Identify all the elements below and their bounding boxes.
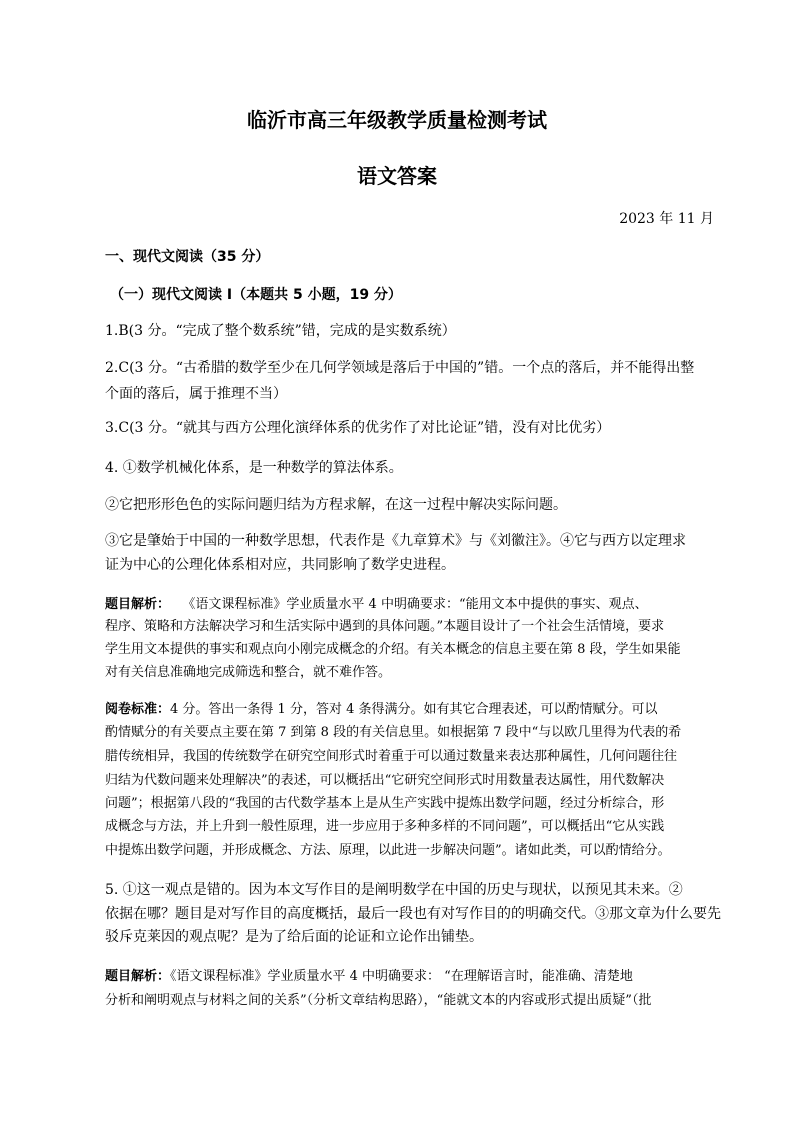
grading-line4: 归结为代数问题来处理解决”的表述，可以概括出“它研究空间形式时用数量表达属性，用代数解决 [105, 773, 665, 788]
answer-q4-line2: ②它把形形色色的实际问题归结为方程求解，在这一过程中解决实际问题。 [105, 497, 567, 513]
grading-line5: 问题”；根据第八段的“我国的古代数学基本上是从生产实践中提炼出数学问题，经过分析综合，形 [105, 796, 665, 811]
answer-q4-line4: 证为中心的公理化体系相对应，共同影响了数学史进程。 [105, 557, 455, 573]
answer-q2-line1: 2.C(3 分。“古希腊的数学至少在几何学领域是落后于中国的”错。一个点的落后，并不能得出整 [105, 360, 695, 376]
analysis-1-line3: 学生用文本提供的事实和观点向小刚完成概念的介绍。有关本概念的信息主要在第 8 段，学生如果能 [105, 642, 681, 657]
analysis-1-line2: 程序、策略和方法解决学习和生活实际中遇到的具体问题。”本题目设计了一个社会生活情境，要求 [105, 619, 665, 634]
answer-q4-line1: 4. ①数学机械化体系，是一种数学的算法体系。 [105, 460, 403, 476]
page-title: 临沂市高三年级教学质量检测考试 [247, 108, 547, 132]
answer-q3: 3.C(3 分。“就其与西方公理化演绎体系的优劣作了对比论证”错，没有对比优劣） [105, 420, 611, 436]
grading-label: 阅卷标准： [105, 702, 171, 717]
grading-text: 4 分。答出一条得 1 分，答对 4 条得满分。如有其它合理表述，可以酌情赋分。可以 [170, 702, 658, 717]
answer-q2-line2: 个面的落后，属于推理不当） [105, 386, 287, 402]
page-subtitle: 语文答案 [357, 164, 437, 188]
grading-line2: 酌情赋分的有关要点主要在第 7 到第 8 段的有关信息里。如根据第 7 段中“与以欧几里得为代表的希 [105, 725, 682, 740]
section-heading: 一、现代文阅读（35 分） [105, 249, 270, 265]
analysis-1-line4: 对有关信息准确地完成筛选和整合，就不难作答。 [105, 665, 392, 680]
analysis-1-text: 《语文课程标准》学业质量水平 4 中明确要求：“能用文本中提供的事实、观点、 [182, 597, 648, 612]
answer-q1: 1.B(3 分。“完成了整个数系统”错，完成的是实数系统） [105, 323, 456, 339]
answer-q5-line1: 5. ①这一观点是错的。因为本文写作目的是阐明数学在中国的历史与现状，以预见其未来。② [105, 882, 683, 898]
answer-q5-line3: 驳斥克莱因的观点呢？是为了给后面的论证和立论作出铺垫。 [105, 929, 483, 945]
analysis-1-label: 题目解析： [105, 597, 171, 612]
grading-line3: 腊传统相异，我国的传统数学在研究空间形式时着重于可以通过数量来表达那种属性，几何问题往往 [105, 749, 678, 764]
answer-q4-line3: ③它是肇始于中国的一种数学思想，代表作是《九章算术》与《刘徽注》。④它与西方以定理求 [105, 533, 686, 549]
analysis-2-line2: 分析和阐明观点与材料之间的关系”（分析文章结构思路），“能就文本的内容或形式提出质疑”（批 [105, 993, 652, 1008]
date-label: 2023 年 11 月 [619, 211, 714, 227]
grading-line7: 中提炼出数学问题，并形成概念、方法、原理，以此进一步解决问题”。诸如此类，可以酌情给分。 [105, 843, 671, 858]
subsection-heading: （一）现代文阅读 I（本题共 5 小题，19 分） [110, 287, 402, 303]
analysis-2-label: 题目解析： [105, 969, 171, 984]
analysis-2-text: 《语文课程标准》学业质量水平 4 中明确要求： “在理解语言时，能准确、清楚地 [170, 969, 633, 984]
analysis-2-line1 [105, 964, 727, 990]
grading-line6: 成概念与方法，并上升到一般性原理，进一步应用于多种多样的不同问题”，可以概括出“它从实践 [105, 819, 665, 834]
answer-q5-line2: 依据在哪？题目是对写作目的高度概括，最后一段也有对写作目的的明确交代。③那文章为什么要先 [105, 906, 721, 922]
